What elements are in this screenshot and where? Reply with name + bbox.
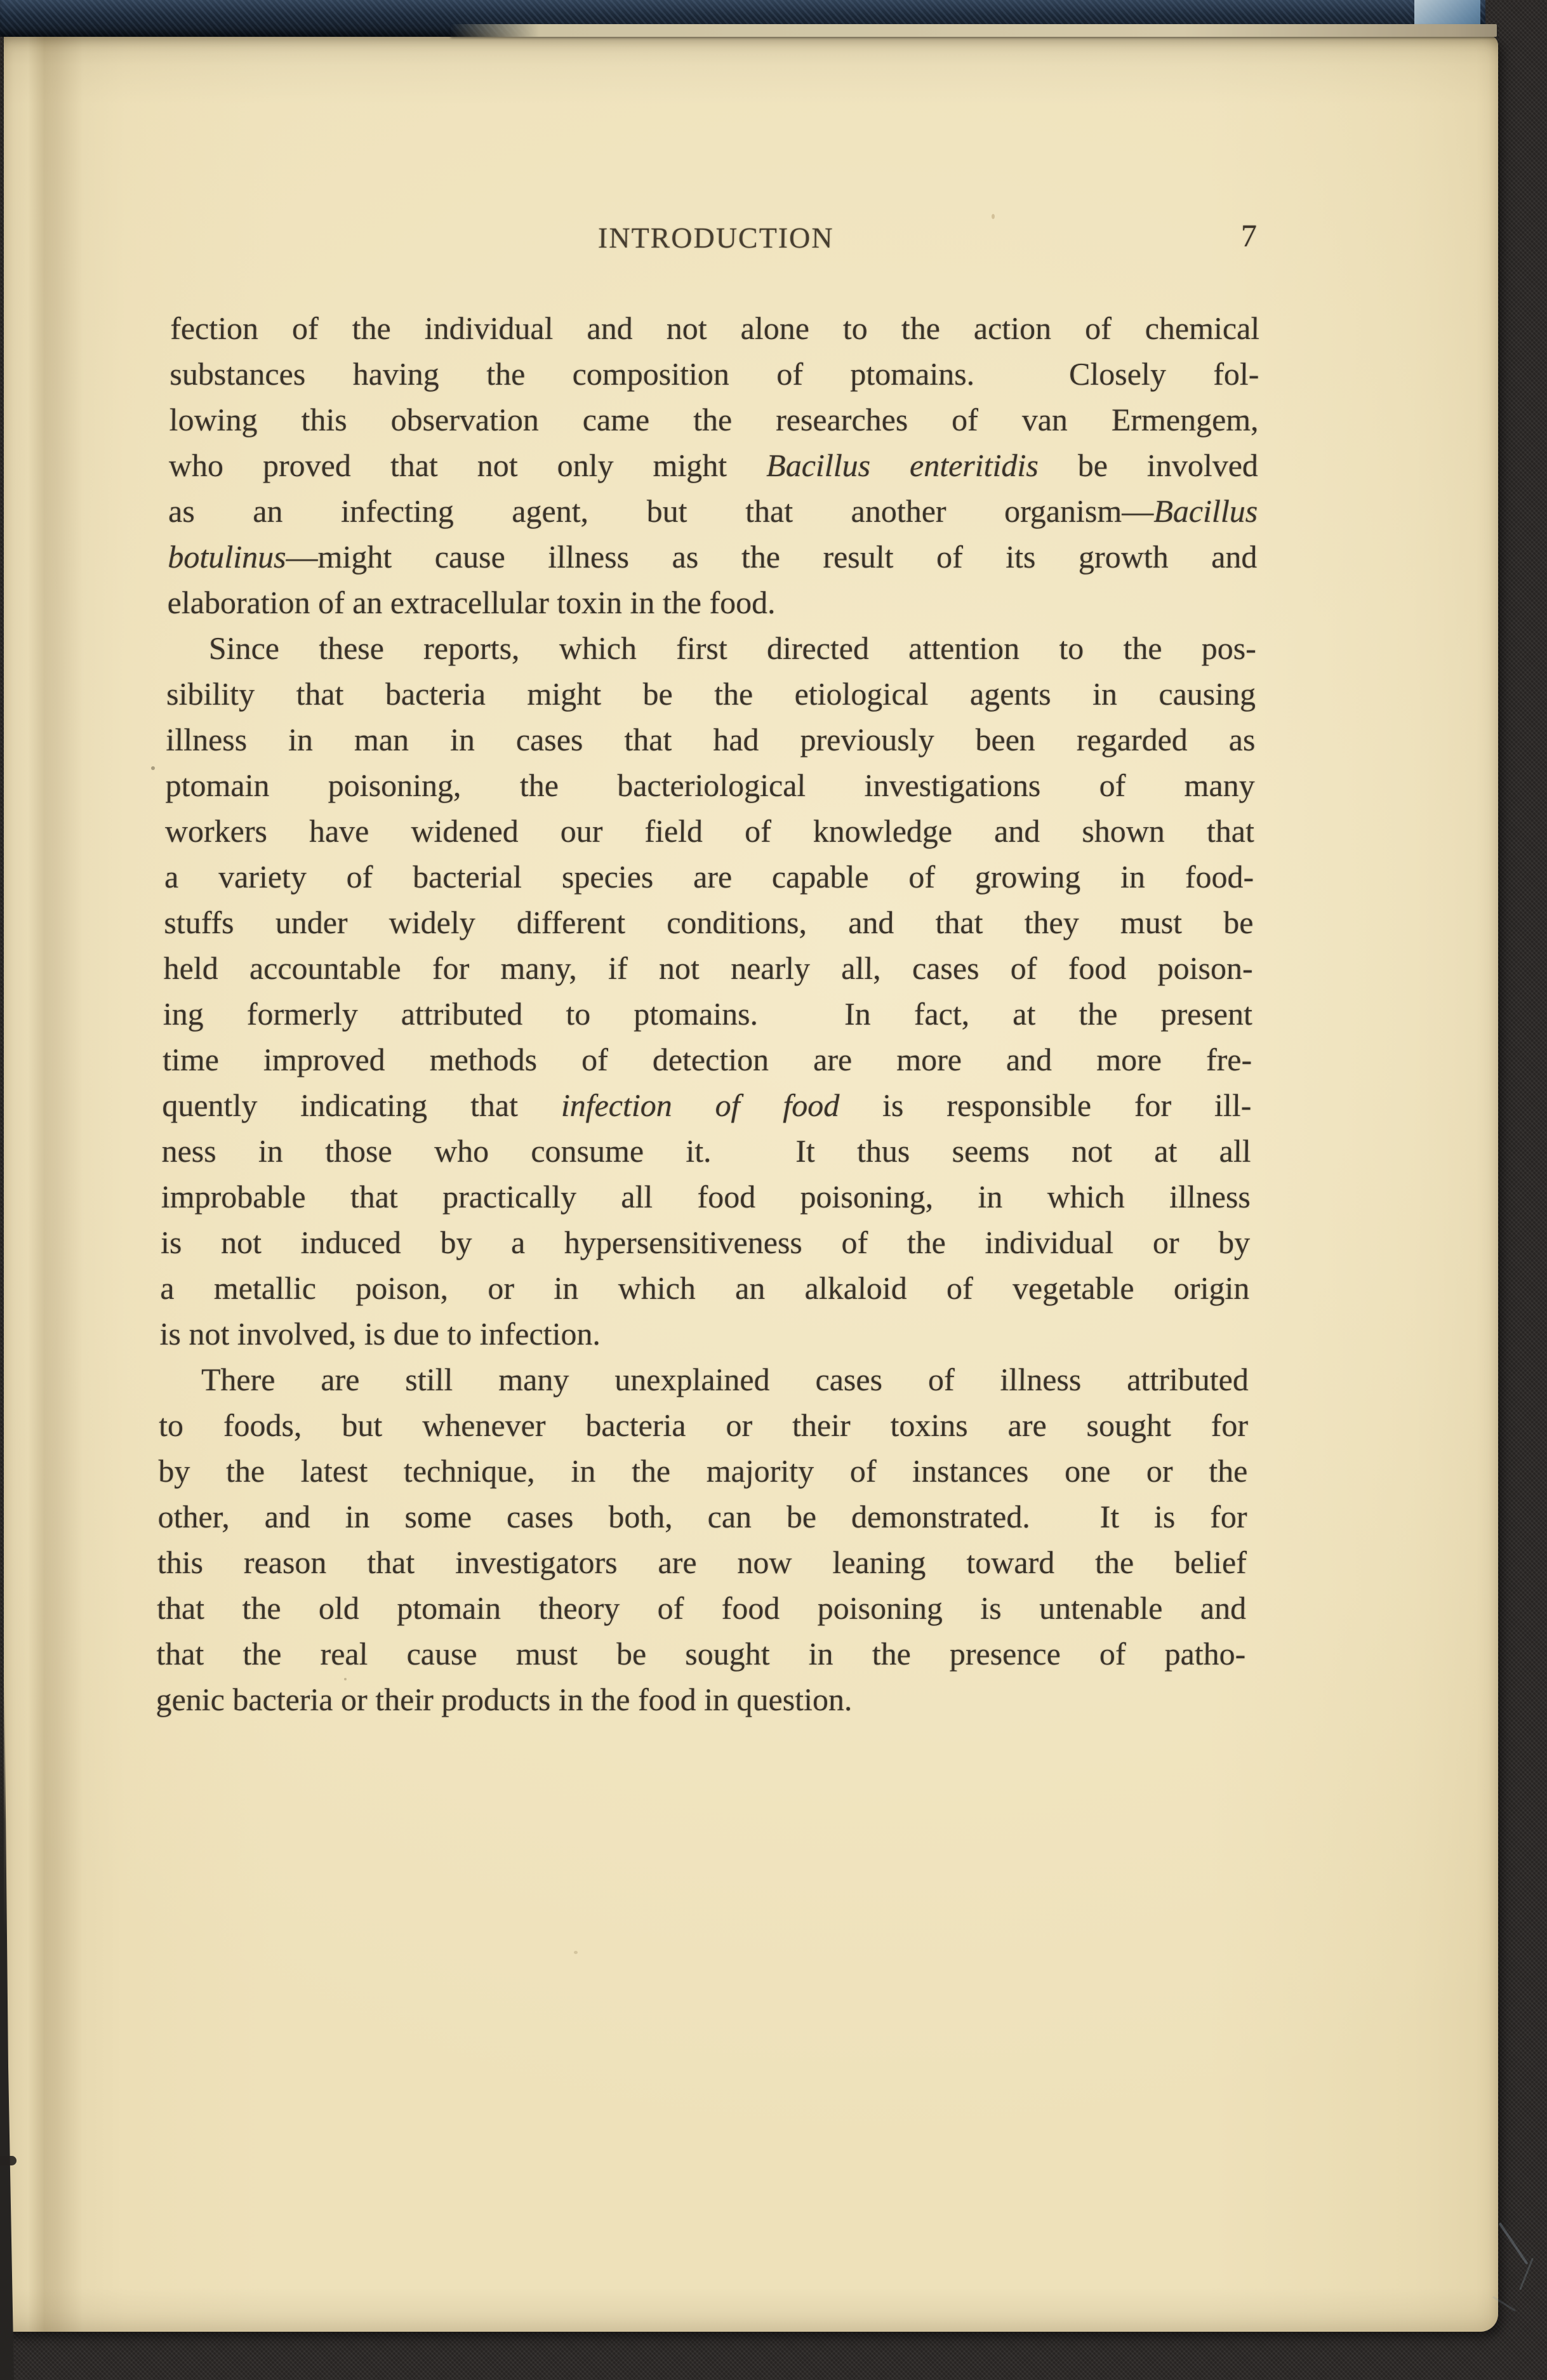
text-segment: to foods, but whenever bacteria or their toxins are sought for [158, 1407, 1249, 1443]
text-line [169, 442, 1259, 488]
page-edge-notch [0, 2156, 17, 2165]
text-segment: who proved that not only might [168, 448, 767, 483]
text-segment: as an infecting agent, but that another organism— [168, 493, 1154, 529]
text-line [156, 1677, 1245, 1722]
text-segment: workers have widened our field of knowledge and shown that [164, 813, 1255, 849]
page-edge-stack [451, 24, 1497, 37]
text-segment: time improved methods of detection are more and more fre- [162, 1042, 1252, 1077]
text-line [163, 991, 1253, 1037]
text-segment: is not involved, is due to infection. [159, 1316, 601, 1352]
text-line [158, 1448, 1248, 1494]
paper-speck [344, 1678, 347, 1680]
text-line [170, 305, 1260, 351]
text-segment: other, and in some cases both, can be demonstrated. It is for [157, 1499, 1247, 1534]
text-line [157, 1494, 1247, 1539]
text-line [163, 1037, 1252, 1082]
italic-text-segment: infection of food [561, 1087, 840, 1123]
page-body-text [156, 305, 1259, 1722]
text-segment: improbable that practically all food poisoning, in which illness [161, 1179, 1251, 1214]
cloth-scuff-mark [1499, 2223, 1529, 2265]
text-line [159, 1357, 1249, 1402]
text-segment: ing formerly attributed to ptomains. In fact, at the present [163, 996, 1253, 1032]
text-line [159, 1311, 1249, 1357]
text-segment: sibility that bacteria might be the etiological agents in causing [166, 676, 1256, 712]
text-segment: genic bacteria or their products in the food in question. [156, 1682, 853, 1717]
paragraph [159, 625, 1256, 1357]
text-segment: a metallic poison, or in which an alkaloid of vegetable origin [160, 1270, 1250, 1306]
text-segment: fection of the individual and not alone to the action of chemical [169, 310, 1260, 346]
running-header: INTRODUCTION [597, 222, 834, 254]
text-line [159, 1402, 1249, 1448]
text-segment: be involved [1038, 448, 1259, 483]
text-segment: by the latest technique, in the majority of instances one or the [158, 1453, 1248, 1489]
text-segment: substances having the composition of ptomains. Closely fol- [169, 356, 1259, 392]
text-line [161, 1174, 1251, 1220]
text-line [166, 671, 1256, 717]
paper-speck [574, 1951, 578, 1954]
text-line [166, 717, 1256, 762]
text-line [157, 1539, 1247, 1585]
text-segment: held accountable for many, if not nearly all, cases of food poison- [163, 950, 1253, 986]
text-line [168, 488, 1258, 534]
book-page [4, 35, 1498, 2332]
text-segment: stuffs under widely different conditions, and that they must be [164, 905, 1254, 940]
text-segment: this reason that investigators are now leaning toward the belief [157, 1545, 1247, 1580]
paragraph [156, 1357, 1249, 1722]
text-line [165, 762, 1255, 808]
italic-text-segment: Bacillus enteritidis [766, 448, 1039, 483]
text-segment: illness in man in cases that had previously been regarded as [166, 722, 1256, 757]
text-segment: lowing this observation came the researches of van Ermengem, [169, 402, 1259, 437]
page-number: 7 [1240, 218, 1258, 253]
text-line [161, 1128, 1251, 1174]
paragraph [167, 305, 1259, 625]
page-header-row [171, 218, 1261, 255]
text-line [160, 1265, 1250, 1311]
page-text-block [156, 218, 1261, 1722]
paper-speck [992, 214, 995, 219]
text-line [164, 900, 1254, 945]
paper-speck [151, 766, 155, 770]
text-segment: is not induced by a hypersensitiveness of the individual or by [160, 1225, 1251, 1260]
text-segment: that the real cause must be sought in the presence of patho- [156, 1636, 1246, 1672]
text-line [165, 808, 1255, 854]
text-segment: There are still many unexplained cases of illness attributed [201, 1362, 1249, 1397]
text-segment: that the old ptomain theory of food poisoning is untenable and [156, 1590, 1247, 1626]
text-segment: a variety of bacterial species are capable of growing in food- [164, 859, 1254, 894]
text-line [169, 351, 1259, 397]
text-segment: ptomain poisoning, the bacteriological investigations of many [165, 768, 1255, 803]
text-line [157, 1585, 1247, 1631]
text-line [161, 1220, 1251, 1265]
italic-text-segment: botulinus [168, 539, 286, 575]
text-line [156, 1631, 1246, 1677]
text-segment: Since these reports, which first directed attention to the pos- [208, 630, 1257, 666]
text-line [167, 625, 1257, 671]
text-line [163, 945, 1253, 991]
text-segment: elaboration of an extracellular toxin in the food. [167, 585, 776, 620]
text-segment: ness in those who consume it. It thus seems not at all [161, 1133, 1251, 1169]
text-segment: —might cause illness as the result of its growth and [286, 539, 1258, 575]
text-segment: quently indicating that [162, 1087, 562, 1123]
text-line [164, 854, 1254, 900]
text-segment: is responsible for ill- [839, 1087, 1252, 1123]
text-line [167, 580, 1257, 625]
text-line [162, 1082, 1252, 1128]
text-line [168, 534, 1258, 580]
text-line [169, 397, 1259, 442]
italic-text-segment: Bacillus [1153, 493, 1258, 529]
